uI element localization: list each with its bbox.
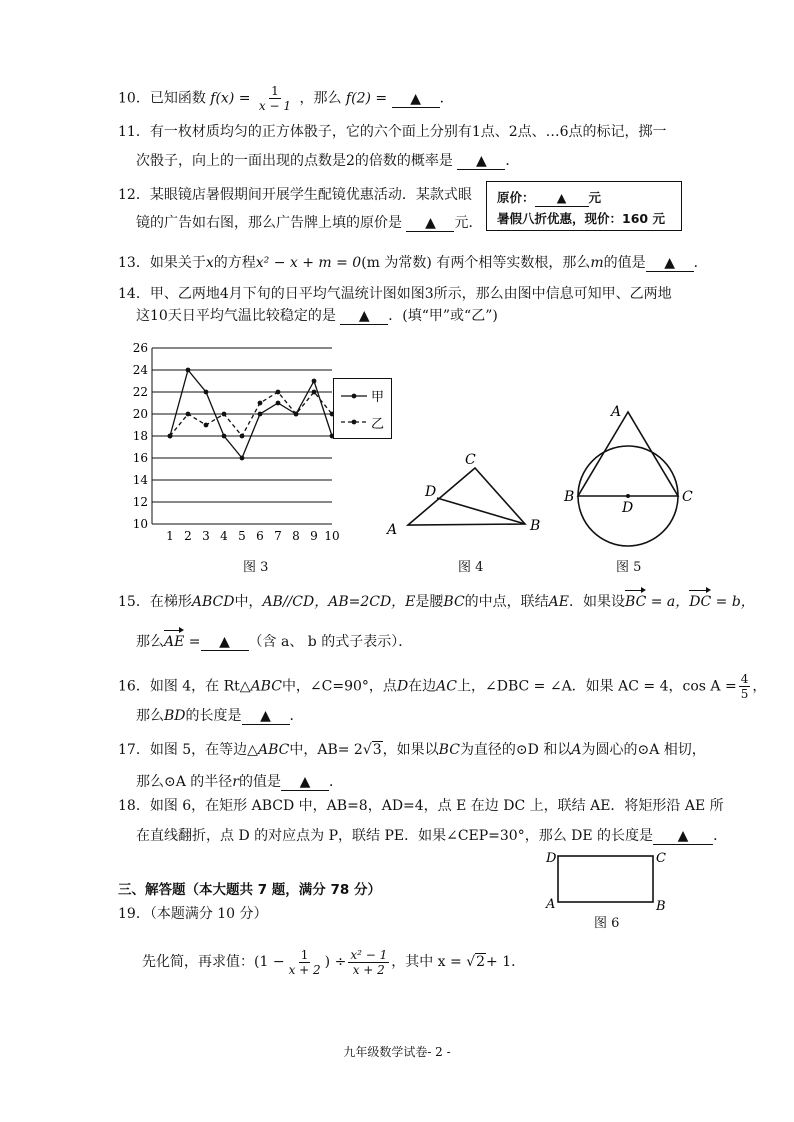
q17-t3: ，如果以 <box>382 742 439 758</box>
question-17-line1: 17．如图 5，在等边△ABC中，AB= 2√3，如果以BC为直径的⊙D 和以A为圆心的⊙A 相切， <box>118 742 706 758</box>
legend-marker-jia <box>352 394 357 399</box>
q10-end: ． <box>439 90 454 107</box>
q17-t7: 的值是 <box>239 774 281 790</box>
question-15-line2 <box>136 632 412 652</box>
x-tick-2: 2 <box>184 529 192 543</box>
x-tick-7: 7 <box>274 529 282 543</box>
data-point-jia-5 <box>240 456 245 461</box>
q12-answer-blank[interactable]: ▲ <box>406 215 454 232</box>
data-point-yi-6 <box>258 401 263 406</box>
q18-text: 在直线翻折，点 D 的对应点为 P，联结 PE．如果∠CEP=30°，那么 DE 的长度是 <box>136 828 654 844</box>
question-16-line2 <box>136 706 304 726</box>
q19-fraction-2 <box>348 948 389 977</box>
fig6-label-a: A <box>546 897 556 912</box>
data-point-yi-7 <box>276 390 281 395</box>
q18-end: ． <box>713 828 728 844</box>
fig5-label-c: C <box>682 489 693 505</box>
q19-root: 2 <box>476 954 486 970</box>
fig4-label-a: A <box>387 522 398 538</box>
data-point-jia-6 <box>258 412 263 417</box>
q10-fraction <box>257 84 293 113</box>
figure-6-caption: 图 6 <box>594 916 620 931</box>
q15-t6: 那么 <box>136 634 164 650</box>
figure-6 <box>540 848 670 912</box>
q16-t6: 的长度是 <box>185 708 242 724</box>
q16-abc: ABC <box>250 678 282 695</box>
legend-label-yi: 乙 <box>371 417 385 432</box>
question-16-line1 <box>118 672 766 701</box>
data-point-yi-3 <box>204 423 209 428</box>
q16-t7: ． <box>289 708 304 724</box>
data-point-jia-7 <box>276 401 281 406</box>
data-point-jia-4 <box>222 434 227 439</box>
ad-price-label: 原价： <box>497 190 535 205</box>
y-tick-10: 10 <box>132 517 148 531</box>
question-19-expression: 先化简，再求值：(1 − $\frac{1}{x + 2}$ ) ÷ $\frac{\text{x² − 1}}{x + 2}$ ，其中 x = √2+ 1． <box>142 947 526 977</box>
q15-t3: 是腰 <box>415 594 444 610</box>
fig6-label-c: C <box>656 851 666 866</box>
q10-f2: f(2) = <box>345 90 388 107</box>
q19-fraction-1 <box>287 948 323 977</box>
q12-text: 镜的广告如右图，那么广告牌上填的原价是 <box>136 215 402 231</box>
temperature-chart <box>110 338 370 548</box>
q11-text: 次骰子，向上的一面出现的点数是2的倍数的概率是 <box>136 153 453 169</box>
q16-bd: BD <box>164 708 186 724</box>
q13-answer-blank[interactable]: ▲ <box>646 255 694 272</box>
chart-legend <box>333 378 393 440</box>
question-19-heading: 19．（本题满分 10 分） <box>118 906 268 922</box>
question-15-line1 <box>118 592 755 612</box>
q15-t2: 中， <box>234 594 263 610</box>
x-tick-5: 5 <box>238 529 246 543</box>
y-tick-18: 18 <box>132 429 148 443</box>
vector-bc: BC <box>625 594 647 610</box>
q16-fraction <box>739 672 751 701</box>
legend-label-jia: 甲 <box>371 390 385 405</box>
vector-ae: AE <box>164 634 185 650</box>
q17-a: A <box>571 742 582 758</box>
q17-t2: 中，AB= 2 <box>289 742 363 758</box>
x-tick-3: 3 <box>202 529 210 543</box>
question-18-line1: 18．如图 6，在矩形 ABCD 中，AB=8，AD=4，点 E 在边 DC 上，联结 AE．将矩形沿 AE 所 <box>118 798 724 814</box>
q17-bc: BC <box>438 742 460 758</box>
figure-4-caption: 图 4 <box>458 560 484 575</box>
y-tick-16: 16 <box>132 451 148 465</box>
q17-t8: ． <box>329 774 343 790</box>
q17-t4: 为直径的⊙D 和以 <box>459 742 572 758</box>
q17-t6: 那么⊙A 的半径 <box>136 774 233 790</box>
ad-line-1 <box>497 188 601 207</box>
q17-t1: 17．如图 5，在等边△ <box>118 742 258 758</box>
q17-r: r <box>232 774 239 790</box>
data-point-jia-9 <box>312 379 317 384</box>
q13-m: m <box>590 255 604 271</box>
figure-3-caption: 图 3 <box>243 560 269 575</box>
ad-price-unit: 元 <box>588 190 602 205</box>
x-tick-8: 8 <box>292 529 300 543</box>
q15-eq-a: = a， <box>646 594 690 610</box>
fig4-label-b: B <box>530 518 541 534</box>
y-tick-26: 26 <box>132 341 148 355</box>
segment-bd <box>437 498 525 524</box>
q19-den1: x + 2 <box>288 962 321 977</box>
triangle-abc-equilateral <box>578 412 678 496</box>
fig6-label-b: B <box>656 899 666 912</box>
question-12-line1: 12．某眼镜店暑假期间开展学生配镜优惠活动．某款式眼 <box>118 187 472 203</box>
q19-num2: x² − 1 <box>350 947 388 962</box>
q16-t3: 在边 <box>408 678 437 695</box>
y-tick-12: 12 <box>132 495 148 509</box>
q13-x: x <box>205 255 214 271</box>
q10-denominator: x − 1 <box>258 99 292 113</box>
q15-t4: 的中点，联结 <box>464 594 549 610</box>
x-tick-4: 4 <box>220 529 228 543</box>
y-tick-24: 24 <box>132 363 148 377</box>
q11-end: ． <box>505 153 520 169</box>
q13-mid3: 的值是 <box>603 255 646 271</box>
q11-answer-blank[interactable]: ▲ <box>457 153 505 170</box>
fig5-label-a: A <box>611 404 622 420</box>
ad-price-blank: ▲ <box>535 190 589 207</box>
y-tick-22: 22 <box>132 385 148 399</box>
legend-marker-yi <box>352 420 357 425</box>
q14-end: ．(填“甲”或“乙”) <box>388 308 498 324</box>
x-tick-10: 10 <box>324 529 340 543</box>
y-tick-14: 14 <box>132 473 148 487</box>
data-point-jia-2 <box>186 368 191 373</box>
figure-5 <box>558 400 698 552</box>
vector-dc: DC <box>689 594 712 610</box>
q15-abcd: ABCD <box>191 594 235 610</box>
q17-root: 3 <box>372 742 382 758</box>
fig6-label-d: D <box>546 851 557 866</box>
q15-t7: （含 a、 b 的式子表示）． <box>248 634 413 650</box>
question-14-line1: 14．甲、乙两地4月下旬的日平均气温统计图如图3所示，那么由图中信息可知甲、乙两地 <box>118 286 672 302</box>
q19-t2: ) ÷ <box>324 954 347 970</box>
question-11-line1: 11．有一枚材质均匀的正方体骰子，它的六个面上分别有1点、2点、…6点的标记，掷一 <box>118 124 667 140</box>
fig5-label-b: B <box>564 489 575 505</box>
question-17-line2 <box>136 772 343 792</box>
figure-4 <box>382 450 552 540</box>
q13-equation: x² − x + m = 0 <box>255 255 362 271</box>
data-point-yi-1 <box>168 434 173 439</box>
advertisement-board <box>486 181 682 231</box>
section-3-title: 三、解答题（本大题共 7 题，满分 78 分） <box>118 882 381 898</box>
q15-answer-blank[interactable]: ▲ <box>201 634 249 651</box>
q19-t1: 先化简，再求值：(1 − <box>142 954 285 970</box>
x-tick-9: 9 <box>310 529 318 543</box>
q13-end: ． <box>693 255 708 271</box>
question-14-line2 <box>136 306 498 326</box>
q16-end: ， <box>752 678 767 695</box>
q10-prefix: 10．已知函数 <box>118 90 206 107</box>
q16-t4: 上，∠DBC = ∠A．如果 AC = 4，cos A = <box>457 678 737 695</box>
q17-t5: 为圆心的⊙A 相切， <box>581 742 706 758</box>
q16-t2: 中，∠C=90°，点 <box>281 678 397 695</box>
question-10 <box>118 84 454 113</box>
q16-den: 5 <box>740 687 749 701</box>
q17-answer-blank[interactable]: ▲ <box>281 774 329 791</box>
data-point-jia-3 <box>204 390 209 395</box>
x-tick-1: 1 <box>166 529 174 543</box>
q16-d: D <box>396 678 409 695</box>
question-11-line2 <box>136 151 519 171</box>
y-tick-20: 20 <box>132 407 148 421</box>
q19-t4: + 1． <box>486 954 526 970</box>
q15-conditions: AB//CD，AB=2CD，E <box>262 594 416 610</box>
data-point-yi-2 <box>186 412 191 417</box>
rectangle-abcd <box>558 856 653 902</box>
data-point-yi-4 <box>222 412 227 417</box>
q15-eq: = <box>184 634 201 650</box>
data-point-yi-5 <box>240 434 245 439</box>
q10-numerator: 1 <box>271 84 279 98</box>
q15-bc: BC <box>443 594 465 610</box>
q14-text: 这10天日平均气温比较稳定的是 <box>136 308 336 324</box>
q19-num1: 1 <box>300 947 309 962</box>
q13-mid1: 的方程 <box>213 255 256 271</box>
fig4-label-d: D <box>425 484 437 500</box>
q12-end: 元． <box>454 215 483 231</box>
data-point-yi-9 <box>312 390 317 395</box>
q10-mid: ，那么 <box>299 90 342 107</box>
page-footer: 九年级数学试卷- 2 - <box>343 1045 451 1059</box>
q10-fx: f(x) = <box>210 90 251 107</box>
x-tick-6: 6 <box>256 529 264 543</box>
q13-mid2: (m 为常数) 有两个相等实数根，那么 <box>361 255 591 271</box>
q15-eq-b: = b， <box>711 594 755 610</box>
q10-answer-blank[interactable]: ▲ <box>392 91 440 108</box>
q16-num: 4 <box>740 672 749 686</box>
q16-ac: AC <box>436 678 457 695</box>
q18-answer-blank[interactable]: ▲ <box>653 828 713 845</box>
fig5-label-d: D <box>622 500 634 516</box>
q17-abc: ABC <box>257 742 290 758</box>
q16-t5: 那么 <box>136 708 164 724</box>
q15-t5: ．如果设 <box>569 594 626 610</box>
q13-pre: 13．如果关于 <box>118 255 206 271</box>
ad-line-2: 暑假八折优惠，现价：160 元 <box>497 211 665 226</box>
q16-answer-blank[interactable]: ▲ <box>242 708 290 725</box>
q14-answer-blank[interactable]: ▲ <box>340 308 388 325</box>
figure-5-caption: 图 5 <box>616 560 642 575</box>
fig4-label-c: C <box>465 452 476 468</box>
question-13 <box>118 253 708 273</box>
q15-ae: AE <box>548 594 570 610</box>
q15-t1: 15．在梯形 <box>118 594 192 610</box>
center-point-d <box>626 494 630 498</box>
question-18-line2 <box>136 826 727 846</box>
q16-t1: 16．如图 4，在 Rt△ <box>118 678 251 695</box>
q19-den2: x + 2 <box>352 962 385 977</box>
data-point-yi-8 <box>294 412 299 417</box>
q19-t3: ，其中 x = <box>391 954 462 970</box>
question-12-line2 <box>136 213 482 233</box>
